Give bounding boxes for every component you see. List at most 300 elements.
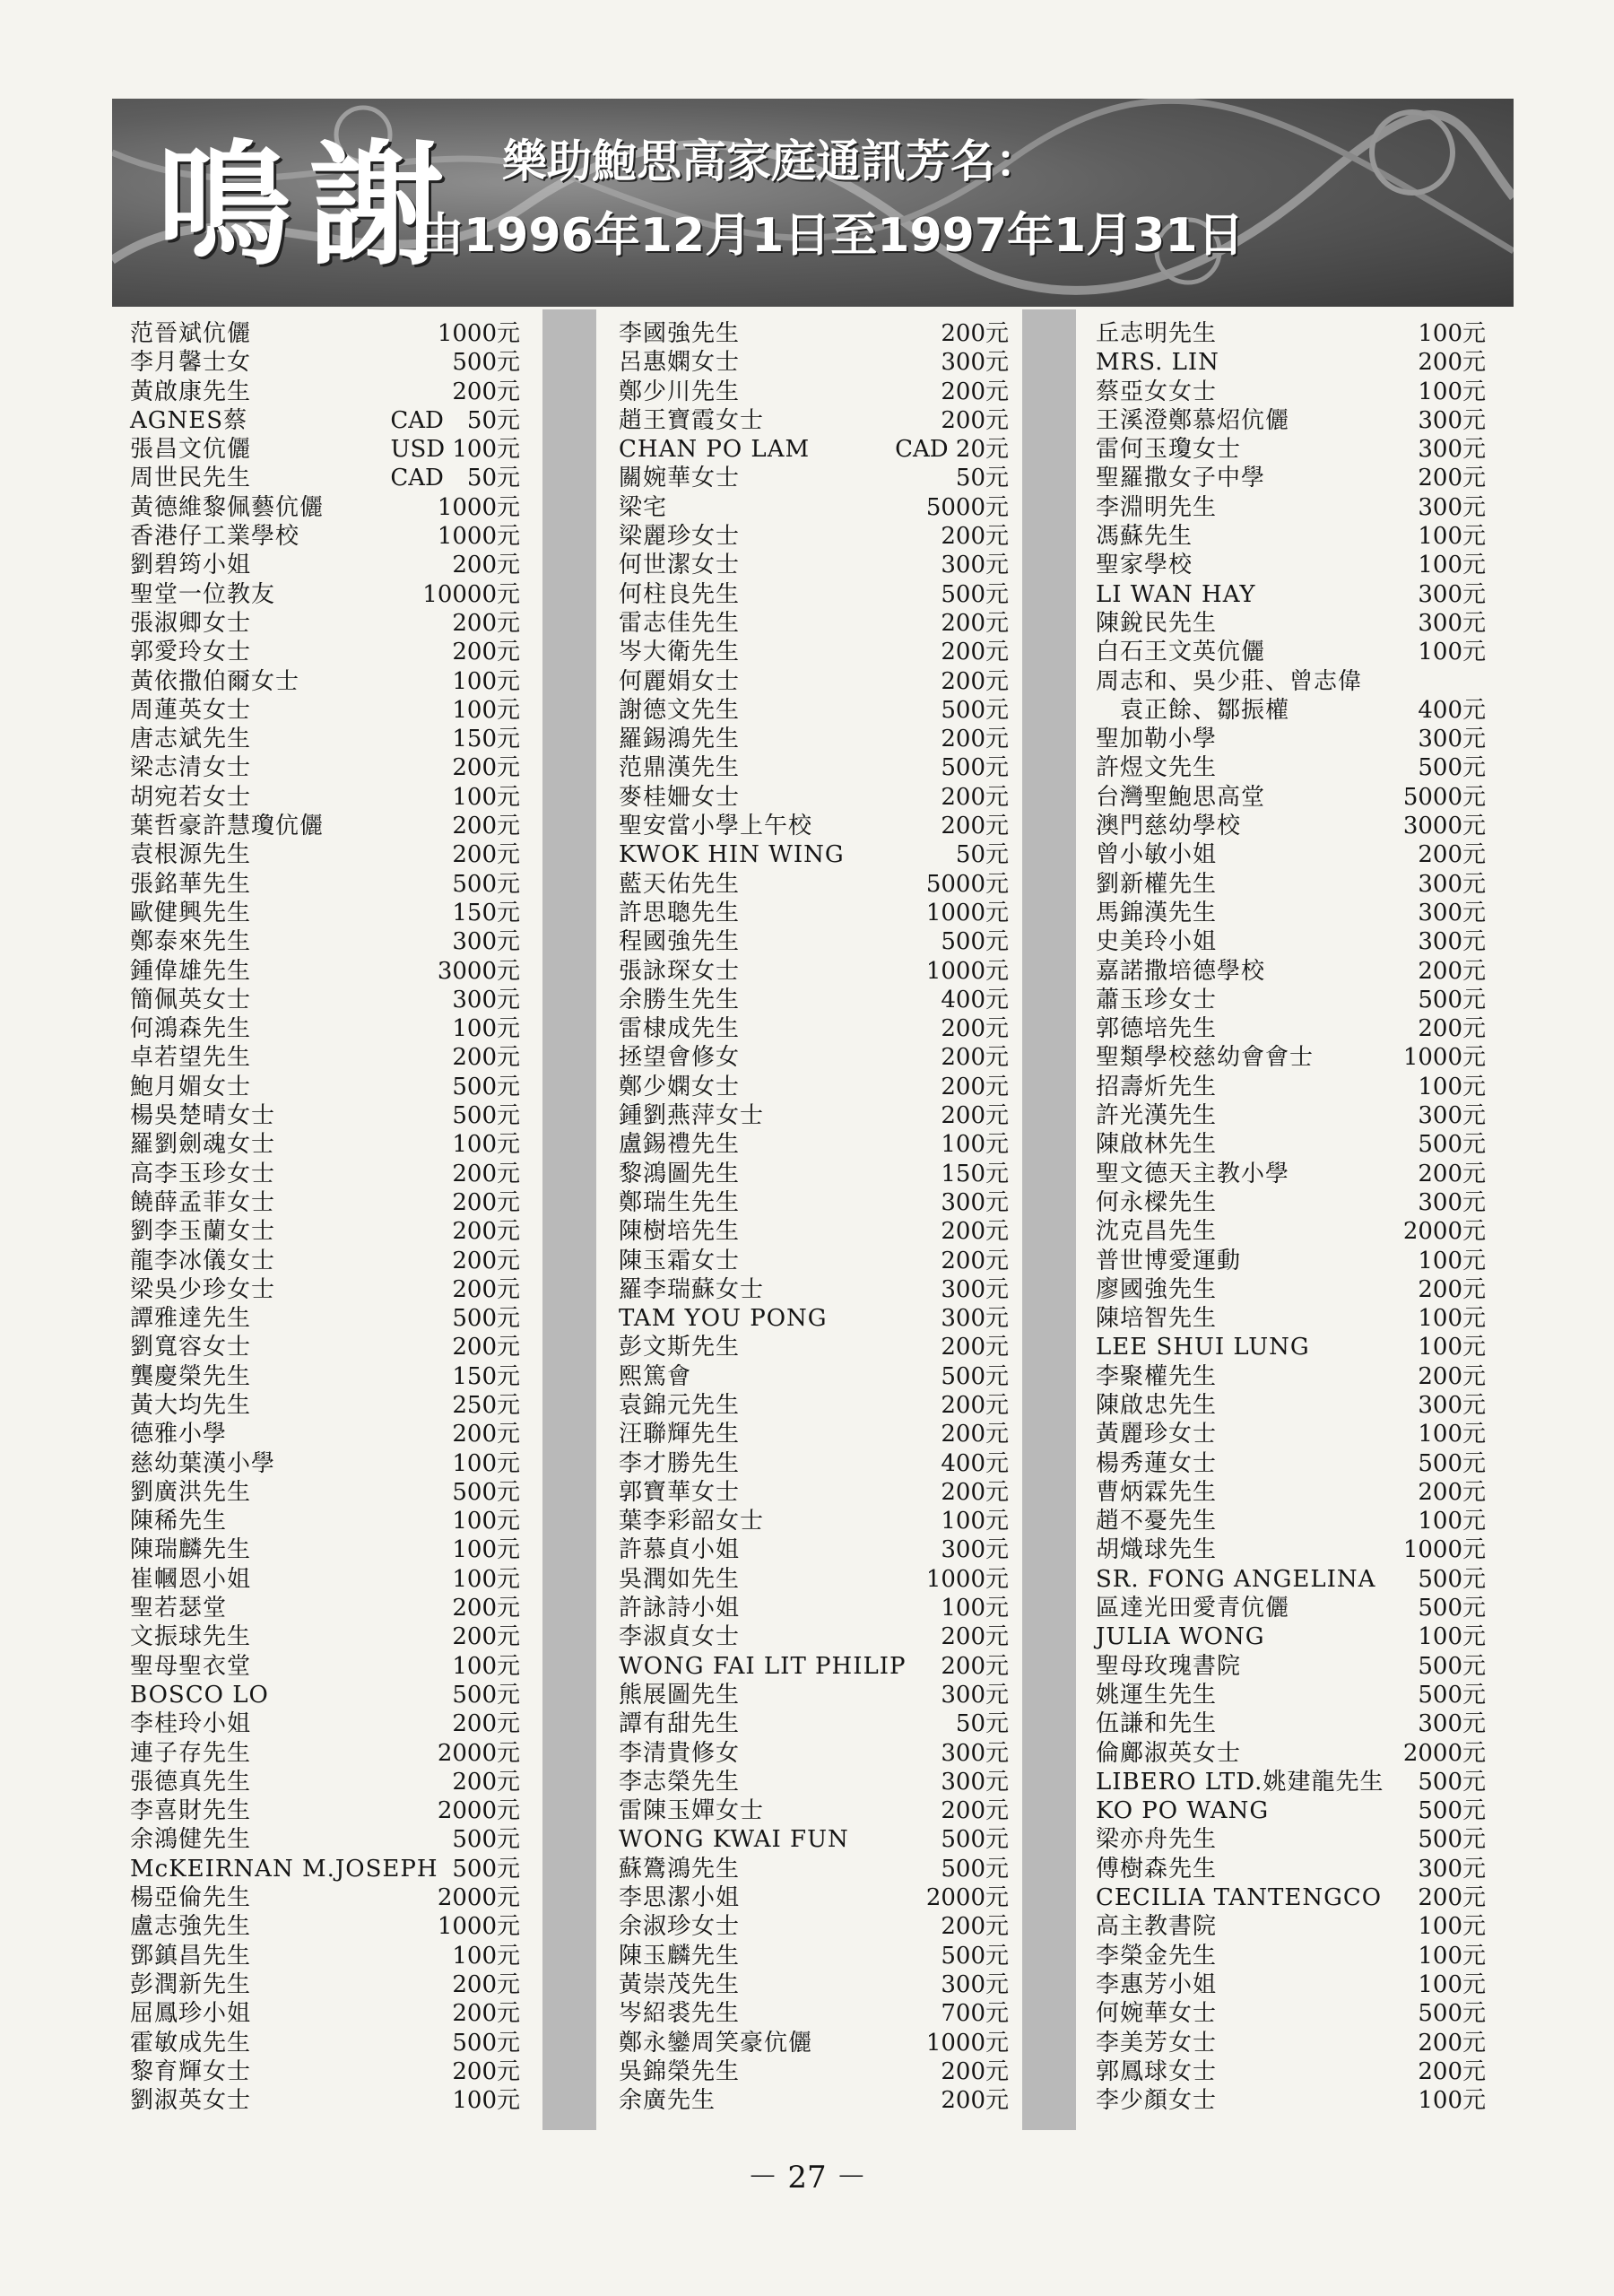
- donation-amount: 500元: [1418, 1768, 1486, 1796]
- donor-name: 余鴻健先生: [130, 1826, 252, 1854]
- donor-row: [1096, 609, 1486, 638]
- donor-name: 李惠芳小姐: [1096, 1970, 1218, 1998]
- donation-amount: 400元: [941, 1449, 1009, 1477]
- donation-amount: 200元: [941, 813, 1009, 840]
- donor-row: [619, 2029, 1009, 2057]
- donor-row: [1096, 725, 1486, 753]
- donor-name: 傅樹森先生: [1096, 1855, 1218, 1883]
- donor-row: [130, 1970, 520, 1999]
- donation-amount: 500元: [452, 349, 520, 377]
- donor-row: [619, 1825, 1009, 1854]
- donor-row: [130, 1362, 520, 1391]
- donor-name: 雷何玉瓊女士: [1096, 436, 1242, 464]
- donor-name: 梁麗珍女士: [619, 523, 741, 551]
- donor-name: 梁亦舟先生: [1096, 1826, 1218, 1854]
- donation-amount: 100元: [452, 1131, 520, 1159]
- donation-amount: 200元: [452, 1044, 520, 1072]
- donor-row: [130, 1073, 520, 1101]
- donation-amount: 1000元: [437, 523, 520, 551]
- donor-row: [619, 1594, 1009, 1622]
- donor-column-1: [130, 319, 520, 2115]
- donation-amount: 200元: [452, 1768, 520, 1796]
- donor-name: 梁宅: [619, 493, 668, 521]
- donor-row: [619, 2057, 1009, 2086]
- donation-amount: 300元: [941, 1275, 1009, 1303]
- donation-amount: 1000元: [925, 899, 1009, 926]
- donation-amount: 3000元: [1402, 813, 1486, 840]
- donation-amount: 1000元: [1402, 1536, 1486, 1564]
- donation-amount: 100元: [452, 1449, 520, 1477]
- donor-row: [130, 667, 520, 696]
- donor-row: [1096, 1739, 1486, 1768]
- donation-amount: 500元: [452, 1305, 520, 1333]
- donor-name: 鍾劉燕萍女士: [619, 1102, 765, 1130]
- donor-row: [130, 1883, 520, 1912]
- donor-name: 雷志佳先生: [619, 609, 741, 637]
- donor-row: [619, 1970, 1009, 1999]
- donor-row: [130, 1709, 520, 1738]
- donation-amount: 2000元: [925, 1884, 1009, 1912]
- donor-name: 黎鴻圖先生: [619, 1160, 741, 1187]
- donor-row: [619, 1362, 1009, 1391]
- donor-name: 李才勝先生: [619, 1449, 741, 1477]
- donation-amount: 500元: [452, 1073, 520, 1100]
- donor-row: [619, 1043, 1009, 1072]
- donor-name: 黃啟康先生: [130, 378, 252, 405]
- donation-amount: 5000元: [1402, 783, 1486, 811]
- donor-name: 聖加勒小學: [1096, 726, 1218, 753]
- donation-amount: 200元: [452, 2057, 520, 2085]
- donor-row: [1096, 580, 1486, 609]
- donor-name: 謝德文先生: [619, 696, 741, 724]
- donor-name: 李清貴修女: [619, 1739, 741, 1767]
- donation-amount: 300元: [1418, 928, 1486, 956]
- donor-name: 劉寬容女士: [130, 1334, 252, 1361]
- donor-row: [130, 1478, 520, 1507]
- donor-name: 黃德維黎佩藝伉儷: [130, 493, 325, 521]
- donor-name: 卓若望先生: [130, 1044, 252, 1072]
- donor-row: [619, 840, 1009, 869]
- donor-name: 馬錦漢先生: [1096, 899, 1218, 926]
- donor-row: [619, 1420, 1009, 1448]
- donation-amount: 500元: [452, 1102, 520, 1130]
- donor-row: [1096, 1565, 1486, 1594]
- donation-amount: 300元: [941, 1536, 1009, 1564]
- donor-name: 蘇鷟鴻先生: [619, 1855, 741, 1883]
- donor-name: 李志榮先生: [619, 1768, 741, 1796]
- donation-amount: 200元: [941, 1218, 1009, 1246]
- donation-amount: 200元: [452, 609, 520, 637]
- donor-row: [1096, 927, 1486, 956]
- donor-name: 鄭少川先生: [619, 378, 741, 405]
- donor-row: [619, 1796, 1009, 1825]
- donation-amount: 500元: [941, 1362, 1009, 1390]
- donor-row: [130, 319, 520, 348]
- donation-amount: 2000元: [437, 1739, 520, 1767]
- donation-amount: 500元: [941, 580, 1009, 608]
- donation-amount: 5000元: [925, 493, 1009, 521]
- donor-row: [1096, 1478, 1486, 1507]
- donor-row: [130, 1449, 520, 1478]
- donor-name: 李國強先生: [619, 320, 741, 347]
- donor-name: 盧志強先生: [130, 1913, 252, 1941]
- donor-name: 岑紹裘先生: [619, 2000, 741, 2028]
- donation-amount: 200元: [1418, 1275, 1486, 1303]
- donor-row: [619, 1188, 1009, 1217]
- donor-name: 聖類學校慈幼會會士: [1096, 1044, 1315, 1072]
- donor-name: 劉淑英女士: [130, 2087, 252, 2115]
- donor-name: 歐健興先生: [130, 899, 252, 926]
- donor-name: 何永樑先生: [1096, 1188, 1218, 1216]
- donor-row: [130, 840, 520, 869]
- donor-row: [1096, 783, 1486, 812]
- donor-name: 黎育輝女士: [130, 2057, 252, 2085]
- donor-name: 何鴻森先生: [130, 1015, 252, 1043]
- donor-name: 許思聰先生: [619, 899, 741, 926]
- donation-amount: 200元: [452, 1595, 520, 1622]
- donor-row: [619, 1709, 1009, 1738]
- donation-amount: 100元: [452, 1565, 520, 1593]
- donor-name: BOSCO LO: [130, 1681, 269, 1709]
- donation-amount: 200元: [941, 523, 1009, 551]
- donation-amount: 200元: [941, 2087, 1009, 2115]
- donor-name: 劉新權先生: [1096, 870, 1218, 898]
- donor-row: [1096, 1304, 1486, 1333]
- donation-amount: 100元: [1418, 523, 1486, 551]
- donor-name: 聖母聖衣堂: [130, 1652, 252, 1680]
- donor-row: [619, 1449, 1009, 1478]
- donor-row: [130, 1014, 520, 1043]
- donation-amount: 500元: [1418, 1681, 1486, 1709]
- donation-amount: 2000元: [1402, 1218, 1486, 1246]
- donation-amount: 200元: [1418, 957, 1486, 985]
- donor-name: 許慕貞小姐: [619, 1536, 741, 1564]
- donation-amount: 200元: [941, 1015, 1009, 1043]
- donation-amount: 200元: [1418, 1884, 1486, 1912]
- donor-row: [619, 667, 1009, 696]
- donation-amount: 200元: [452, 1188, 520, 1216]
- donor-row: [130, 493, 520, 522]
- donor-name: 李美芳女士: [1096, 2029, 1218, 2057]
- donor-row: [130, 1391, 520, 1420]
- donor-row: [1096, 1043, 1486, 1072]
- donor-row: [619, 609, 1009, 638]
- donation-amount: 150元: [452, 899, 520, 926]
- donor-row: [1096, 812, 1486, 840]
- donor-name: 李少顏女士: [1096, 2087, 1218, 2115]
- donor-column-2: [619, 319, 1009, 2115]
- donor-row: [1096, 1912, 1486, 1941]
- donation-amount: CAD 20元: [895, 436, 1009, 464]
- donation-amount: 500元: [941, 696, 1009, 724]
- donation-amount: 50元: [955, 841, 1009, 869]
- donor-name: 袁錦元先生: [619, 1391, 741, 1419]
- donor-name: 曹炳霖先生: [1096, 1478, 1218, 1506]
- donor-row: [1096, 957, 1486, 986]
- donor-name: 黃大均先生: [130, 1391, 252, 1419]
- donor-row: [1096, 348, 1486, 377]
- donor-name: 香港仔工業學校: [130, 523, 300, 551]
- donor-row: [619, 1073, 1009, 1101]
- donation-amount: 10000元: [422, 580, 520, 608]
- donation-amount: 500元: [452, 1478, 520, 1506]
- donation-amount: 500元: [452, 2029, 520, 2057]
- donation-amount: 300元: [1418, 580, 1486, 608]
- donor-row: [619, 696, 1009, 725]
- donation-amount: 500元: [452, 1826, 520, 1854]
- donation-amount: 1000元: [437, 493, 520, 521]
- donor-name: 岑大衛先生: [619, 639, 741, 666]
- donor-name: 倫鄺淑英女士: [1096, 1739, 1242, 1767]
- donation-amount: 500元: [452, 870, 520, 898]
- donor-row: [619, 1681, 1009, 1709]
- donation-amount: 200元: [1418, 465, 1486, 492]
- donation-amount: 500元: [941, 1855, 1009, 1883]
- donation-amount: 200元: [941, 783, 1009, 811]
- donation-amount: 100元: [1418, 552, 1486, 579]
- donation-amount: 50元: [955, 1710, 1009, 1738]
- donor-row: [1096, 464, 1486, 492]
- donor-row: [130, 1912, 520, 1941]
- donor-row: [619, 986, 1009, 1014]
- donor-row: [1096, 1217, 1486, 1246]
- donor-row: [619, 1855, 1009, 1883]
- donation-amount: CAD 50元: [390, 406, 520, 434]
- donor-name: 李聚權先生: [1096, 1362, 1218, 1390]
- donor-name: 周蓮英女士: [130, 696, 252, 724]
- donor-name: 郭德培先生: [1096, 1015, 1218, 1043]
- donation-amount: 300元: [1418, 1855, 1486, 1883]
- donor-row: [619, 1565, 1009, 1594]
- donation-amount: 200元: [452, 1218, 520, 1246]
- donor-name: 鮑月媚女士: [130, 1073, 252, 1100]
- donor-row: [619, 348, 1009, 377]
- donor-name: 蔡亞女女士: [1096, 378, 1218, 405]
- donor-name: 李淵明先生: [1096, 493, 1218, 521]
- donor-row: [619, 1912, 1009, 1941]
- donor-name: 李思潔小姐: [619, 1884, 741, 1912]
- donor-name: 楊秀蓮女士: [1096, 1449, 1218, 1477]
- header-banner: [112, 99, 1514, 307]
- donor-row: [130, 812, 520, 840]
- donor-row: [130, 1101, 520, 1130]
- donor-name: 張昌文伉儷: [130, 436, 252, 464]
- donation-amount: 300元: [941, 1188, 1009, 1216]
- donor-row: [1096, 1999, 1486, 2028]
- donor-name: 郭鳳球女士: [1096, 2057, 1218, 2085]
- donation-amount: 200元: [1418, 1478, 1486, 1506]
- donor-row: [130, 1942, 520, 1970]
- donation-amount: 200元: [941, 320, 1009, 347]
- donor-name: 台灣聖鮑思高堂: [1096, 783, 1266, 811]
- donor-row: [130, 1768, 520, 1796]
- donor-row: [1096, 522, 1486, 551]
- donor-name: 雷棣成先生: [619, 1015, 741, 1043]
- donor-row: [619, 753, 1009, 782]
- donor-row: [1096, 986, 1486, 1014]
- donor-name: 羅劉劍魂女士: [130, 1131, 276, 1159]
- donor-name: 梁志清女士: [130, 754, 252, 782]
- donor-name: 劉李玉蘭女士: [130, 1218, 276, 1246]
- donor-row: [619, 1217, 1009, 1246]
- donor-row: [130, 1681, 520, 1709]
- donor-name: 鄭瑞生先生: [619, 1188, 741, 1216]
- donation-amount: 300元: [1418, 609, 1486, 637]
- donation-amount: 500元: [1418, 754, 1486, 782]
- donor-row: [619, 319, 1009, 348]
- donor-name: 雷陳玉嬋女士: [619, 1797, 765, 1825]
- donor-name: 郭寶華女士: [619, 1478, 741, 1506]
- donor-row: [130, 522, 520, 551]
- donor-row: [130, 551, 520, 579]
- donor-name: 黃依撒伯爾女士: [130, 667, 300, 695]
- donor-name: SR. FONG ANGELINA: [1096, 1565, 1376, 1593]
- donor-name: 鄭泰來先生: [130, 928, 252, 956]
- donor-row: [130, 2029, 520, 2057]
- donation-amount: 1000元: [925, 2029, 1009, 2057]
- donor-row: [619, 1304, 1009, 1333]
- donation-amount: 100元: [1418, 1942, 1486, 1970]
- donor-row: [1096, 1825, 1486, 1854]
- donor-row: [619, 1883, 1009, 1912]
- donation-amount: 300元: [941, 349, 1009, 377]
- donor-row: [619, 1652, 1009, 1681]
- donor-row: [619, 2086, 1009, 2115]
- donation-amount: 200元: [452, 1421, 520, 1448]
- donor-row: [130, 1622, 520, 1651]
- donor-row: [130, 1217, 520, 1246]
- donor-name: 聖家學校: [1096, 552, 1193, 579]
- donation-amount: 1000元: [437, 320, 520, 347]
- donor-row: [1096, 551, 1486, 579]
- donor-name: 高主教書院: [1096, 1913, 1218, 1941]
- donor-name: LEE SHUI LUNG: [1096, 1334, 1310, 1361]
- donation-amount: 200元: [941, 1652, 1009, 1680]
- donor-row: [1096, 1796, 1486, 1825]
- donation-amount: 300元: [1418, 493, 1486, 521]
- donation-amount: 100元: [1418, 378, 1486, 405]
- donor-row: [619, 464, 1009, 492]
- donor-name: 蕭玉珍女士: [1096, 986, 1218, 1013]
- donor-name: 羅錫鴻先生: [619, 726, 741, 753]
- donation-amount: 100元: [941, 1508, 1009, 1535]
- donor-name: 范晉斌伉儷: [130, 320, 252, 347]
- donor-row: [1096, 1883, 1486, 1912]
- donor-name: 姚運生先生: [1096, 1681, 1218, 1709]
- donor-row: [619, 1275, 1009, 1304]
- donor-name: 區達光田愛青伉儷: [1096, 1595, 1290, 1622]
- donor-name: 黃麗珍女士: [1096, 1421, 1218, 1448]
- donation-amount: 200元: [452, 813, 520, 840]
- donor-name: 鄧鎮昌先生: [130, 1942, 252, 1970]
- donation-amount: 300元: [941, 1305, 1009, 1333]
- donor-name: 陳銳民先生: [1096, 609, 1218, 637]
- donor-name: 趙不憂先生: [1096, 1508, 1218, 1535]
- donation-amount: 200元: [1418, 1160, 1486, 1187]
- donor-row: [130, 725, 520, 753]
- donation-amount: 100元: [1418, 1913, 1486, 1941]
- donation-amount: 100元: [1418, 1305, 1486, 1333]
- donor-name: 譚有甜先生: [619, 1710, 741, 1738]
- donor-row: [130, 638, 520, 666]
- donor-row: [1096, 1188, 1486, 1217]
- donor-row: [130, 1333, 520, 1361]
- donor-name: 盧錫禮先生: [619, 1131, 741, 1159]
- donor-row: [1096, 696, 1486, 725]
- donation-amount: 200元: [1418, 841, 1486, 869]
- donor-name: LIBERO LTD.姚建龍先生: [1096, 1768, 1384, 1796]
- donor-name: 聖羅撒女子中學: [1096, 465, 1266, 492]
- donor-name: 陳培智先生: [1096, 1305, 1218, 1333]
- donation-amount: 200元: [941, 1102, 1009, 1130]
- donor-name: 陳玉麟先生: [619, 1942, 741, 1970]
- donor-name: 聖堂一位教友: [130, 580, 276, 608]
- donor-name: MRS. LIN: [1096, 349, 1219, 377]
- donor-name: 龔慶榮先生: [130, 1362, 252, 1390]
- donation-amount: 500元: [941, 754, 1009, 782]
- donation-amount: 200元: [941, 1623, 1009, 1651]
- donor-name: 張德真先生: [130, 1768, 252, 1796]
- donor-name: 嘉諾撒培德學校: [1096, 957, 1266, 985]
- donation-amount: 500元: [1418, 1826, 1486, 1854]
- donation-amount: 300元: [452, 986, 520, 1013]
- donor-row: [130, 1160, 520, 1188]
- donor-name: 彭潤新先生: [130, 1970, 252, 1998]
- donor-name: 澳門慈幼學校: [1096, 813, 1242, 840]
- donation-amount: 100元: [941, 1595, 1009, 1622]
- donor-name: 霍敏成先生: [130, 2029, 252, 2057]
- donor-row: [130, 1275, 520, 1304]
- donor-name: 鄭永鑾周笑豪伉儷: [619, 2029, 813, 2057]
- donor-row: [619, 551, 1009, 579]
- donation-amount: 300元: [1418, 436, 1486, 464]
- donor-row: [130, 1130, 520, 1159]
- donor-name: 鄭少嫻女士: [619, 1073, 741, 1100]
- donation-amount: 200元: [452, 378, 520, 405]
- donor-row: [130, 2057, 520, 2086]
- donor-row: [1096, 1391, 1486, 1420]
- donor-name: 唐志斌先生: [130, 726, 252, 753]
- donation-amount: 100元: [452, 1536, 520, 1564]
- donor-name: 周世民先生: [130, 465, 252, 492]
- donor-row: [619, 725, 1009, 753]
- donor-name: 葉李彩韶女士: [619, 1508, 765, 1535]
- donor-name: McKEIRNAN M.JOSEPH: [130, 1855, 438, 1883]
- donation-amount: 200元: [941, 726, 1009, 753]
- donor-name: 余勝生先生: [619, 986, 741, 1013]
- donor-row: [130, 1825, 520, 1854]
- donor-row: [1096, 870, 1486, 899]
- donor-row: [130, 1247, 520, 1275]
- donor-row: [130, 1739, 520, 1768]
- donor-row: [619, 1391, 1009, 1420]
- donation-amount: 200元: [941, 1247, 1009, 1274]
- donor-name: 譚雅達先生: [130, 1305, 252, 1333]
- donation-amount: 500元: [941, 1826, 1009, 1854]
- donor-row: [1096, 1101, 1486, 1130]
- donor-name: TAM YOU PONG: [619, 1305, 828, 1333]
- donation-amount: 500元: [1418, 1565, 1486, 1593]
- donation-amount: 200元: [452, 1160, 520, 1187]
- donation-amount: 3000元: [437, 957, 520, 985]
- donor-row: [1096, 1507, 1486, 1535]
- donation-amount: CAD 50元: [390, 465, 520, 492]
- donor-row: [619, 1942, 1009, 1970]
- donor-name: 沈克昌先生: [1096, 1218, 1218, 1246]
- donation-amount: 500元: [1418, 1652, 1486, 1680]
- donor-row: [1096, 1275, 1486, 1304]
- donation-amount: 2000元: [437, 1797, 520, 1825]
